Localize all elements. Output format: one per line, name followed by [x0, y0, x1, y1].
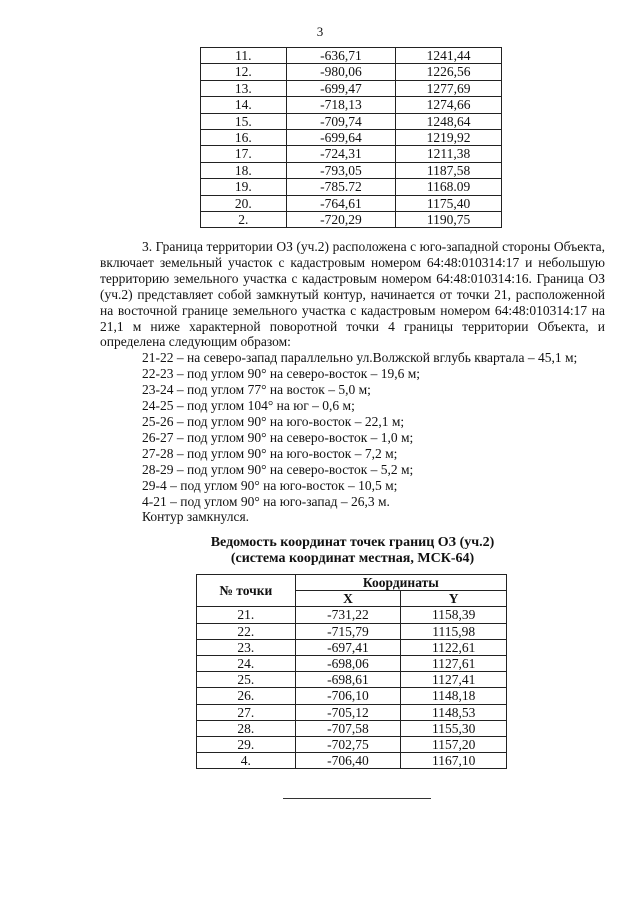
point-number-cell: 23. — [197, 639, 296, 655]
y-coordinate-cell: 1115,98 — [401, 623, 507, 639]
y-coordinate-cell: 1211,38 — [396, 146, 502, 162]
y-coordinate-cell: 1190,75 — [396, 212, 502, 228]
x-coordinate-cell: -709,74 — [286, 113, 396, 129]
closing-rule — [283, 798, 431, 799]
point-number-cell: 18. — [201, 162, 287, 178]
x-coordinate-cell: -720,29 — [286, 212, 396, 228]
table-row — [201, 146, 502, 162]
x-coordinate-cell: -724,31 — [286, 146, 396, 162]
table-bottom-body — [197, 607, 507, 769]
table-row — [201, 80, 502, 96]
y-coordinate-cell: 1157,20 — [401, 737, 507, 753]
table-row — [197, 688, 507, 704]
x-coordinate-cell: -764,61 — [286, 195, 396, 211]
point-number-cell: 21. — [197, 607, 296, 623]
header-y: Y — [401, 591, 507, 607]
table-row — [197, 672, 507, 688]
y-coordinate-cell: 1158,39 — [401, 607, 507, 623]
heading-line-2: (система координат местная, МСК-64) — [230, 551, 475, 566]
y-coordinate-cell: 1167,10 — [401, 753, 507, 769]
y-coordinate-cell: 1148,53 — [401, 704, 507, 720]
segment-line: 25-26 – под углом 90° на юго-восток – 22,1 м; — [142, 413, 405, 429]
x-coordinate-cell: -715,79 — [295, 623, 401, 639]
segment-line: 21-22 – на северо-запад параллельно ул.Волжской вглубь квартала – 45,1 м; — [142, 350, 578, 366]
table-row — [197, 704, 507, 720]
x-coordinate-cell: -698,06 — [295, 656, 401, 672]
segment-list — [100, 350, 605, 525]
point-number-cell: 28. — [197, 720, 296, 736]
point-number-cell: 15. — [201, 113, 287, 129]
y-coordinate-cell: 1277,69 — [396, 80, 502, 96]
y-coordinate-cell: 1248,64 — [396, 113, 502, 129]
x-coordinate-cell: -718,13 — [286, 97, 396, 113]
boundary-paragraph: 3. Граница территории ОЗ (уч.2) расположена с юго-западной стороны Объекта, включает земельный участок с кадастровым номером 64:48:010314:17 и небольшую территорию земельного участка с кадастровым номером 64:48:010314:16. Граница ОЗ (уч.2) представляет собой замкнутый контур, начинается от точки 21, расположенной на восточной границе земельного участка с кадастровым номером 64:48:010314:17 на 21,1 м ниже характерной поворотной точки 4 границы территории Объекта, и определена следующим образом: — [100, 239, 605, 350]
x-coordinate-cell: -706,40 — [295, 753, 401, 769]
point-number-cell: 14. — [201, 97, 287, 113]
table-row — [201, 179, 502, 195]
x-coordinate-cell: -699,47 — [286, 80, 396, 96]
segment-line: 29-4 – под углом 90° на юго-восток – 10,5 м; — [142, 477, 398, 493]
point-number-cell: 29. — [197, 737, 296, 753]
table-row — [201, 162, 502, 178]
table-row — [201, 130, 502, 146]
point-number-cell: 11. — [201, 48, 287, 64]
table-row — [201, 195, 502, 211]
coordinates-heading — [100, 535, 605, 567]
x-coordinate-cell: -697,41 — [295, 639, 401, 655]
x-coordinate-cell: -793,05 — [286, 162, 396, 178]
x-coordinate-cell: -707,58 — [295, 720, 401, 736]
segment-line: 28-29 – под углом 90° на северо-восток – 5,2 м; — [142, 461, 414, 477]
table-row — [201, 97, 502, 113]
table-row — [201, 113, 502, 129]
y-coordinate-cell: 1274,66 — [396, 97, 502, 113]
x-coordinate-cell: -705,12 — [295, 704, 401, 720]
y-coordinate-cell: 1168.09 — [396, 179, 502, 195]
point-number-cell: 22. — [197, 623, 296, 639]
boundary-description — [100, 239, 605, 525]
coordinates-table-oz2 — [196, 574, 507, 769]
table-row — [201, 48, 502, 64]
x-coordinate-cell: -731,22 — [295, 607, 401, 623]
table-row — [197, 623, 507, 639]
segment-line: 24-25 – под углом 104° на юг – 0,6 м; — [142, 398, 355, 414]
y-coordinate-cell: 1226,56 — [396, 64, 502, 80]
point-number-cell: 19. — [201, 179, 287, 195]
x-coordinate-cell: -785.72 — [286, 179, 396, 195]
table-row — [201, 64, 502, 80]
table-row — [197, 656, 507, 672]
x-coordinate-cell: -699,64 — [286, 130, 396, 146]
segment-line: 23-24 – под углом 77° на восток – 5,0 м; — [142, 382, 371, 398]
coordinates-table-continued — [200, 47, 502, 228]
y-coordinate-cell: 1187,58 — [396, 162, 502, 178]
segment-line: 22-23 – под углом 90° на северо-восток – 19,6 м; — [142, 366, 421, 382]
table-row — [197, 607, 507, 623]
y-coordinate-cell: 1127,61 — [401, 656, 507, 672]
point-number-cell: 13. — [201, 80, 287, 96]
table-header-row — [197, 575, 507, 591]
y-coordinate-cell: 1127,41 — [401, 672, 507, 688]
segment-line: Контур замкнулся. — [142, 509, 250, 525]
point-number-cell: 27. — [197, 704, 296, 720]
header-coordinates: Координаты — [295, 575, 506, 591]
point-number-cell: 4. — [197, 753, 296, 769]
table-top-body — [201, 48, 502, 228]
segment-line: 27-28 – под углом 90° на юго-восток – 7,2 м; — [142, 445, 398, 461]
heading-line-1: Ведомость координат точек границ ОЗ (уч.2) — [210, 535, 495, 550]
point-number-cell: 2. — [201, 212, 287, 228]
page-number: 3 — [316, 24, 324, 39]
point-number-cell: 24. — [197, 656, 296, 672]
x-coordinate-cell: -980,06 — [286, 64, 396, 80]
segment-line: 4-21 – под углом 90° на юго-запад – 26,3 м. — [142, 493, 390, 509]
x-coordinate-cell: -706,10 — [295, 688, 401, 704]
table-row — [197, 720, 507, 736]
x-coordinate-cell: -702,75 — [295, 737, 401, 753]
y-coordinate-cell: 1175,40 — [396, 195, 502, 211]
point-number-cell: 17. — [201, 146, 287, 162]
y-coordinate-cell: 1219,92 — [396, 130, 502, 146]
point-number-cell: 16. — [201, 130, 287, 146]
point-number-cell: 25. — [197, 672, 296, 688]
header-point-number: № точки — [197, 575, 296, 607]
x-coordinate-cell: -698,61 — [295, 672, 401, 688]
table-row — [201, 212, 502, 228]
y-coordinate-cell: 1155,30 — [401, 720, 507, 736]
table-row — [197, 737, 507, 753]
y-coordinate-cell: 1122,61 — [401, 639, 507, 655]
y-coordinate-cell: 1148,18 — [401, 688, 507, 704]
header-x: X — [295, 591, 401, 607]
segment-line: 26-27 – под углом 90° на северо-восток – 1,0 м; — [142, 429, 414, 445]
point-number-cell: 20. — [201, 195, 287, 211]
table-row — [197, 753, 507, 769]
y-coordinate-cell: 1241,44 — [396, 48, 502, 64]
point-number-cell: 12. — [201, 64, 287, 80]
x-coordinate-cell: -636,71 — [286, 48, 396, 64]
table-row — [197, 639, 507, 655]
point-number-cell: 26. — [197, 688, 296, 704]
